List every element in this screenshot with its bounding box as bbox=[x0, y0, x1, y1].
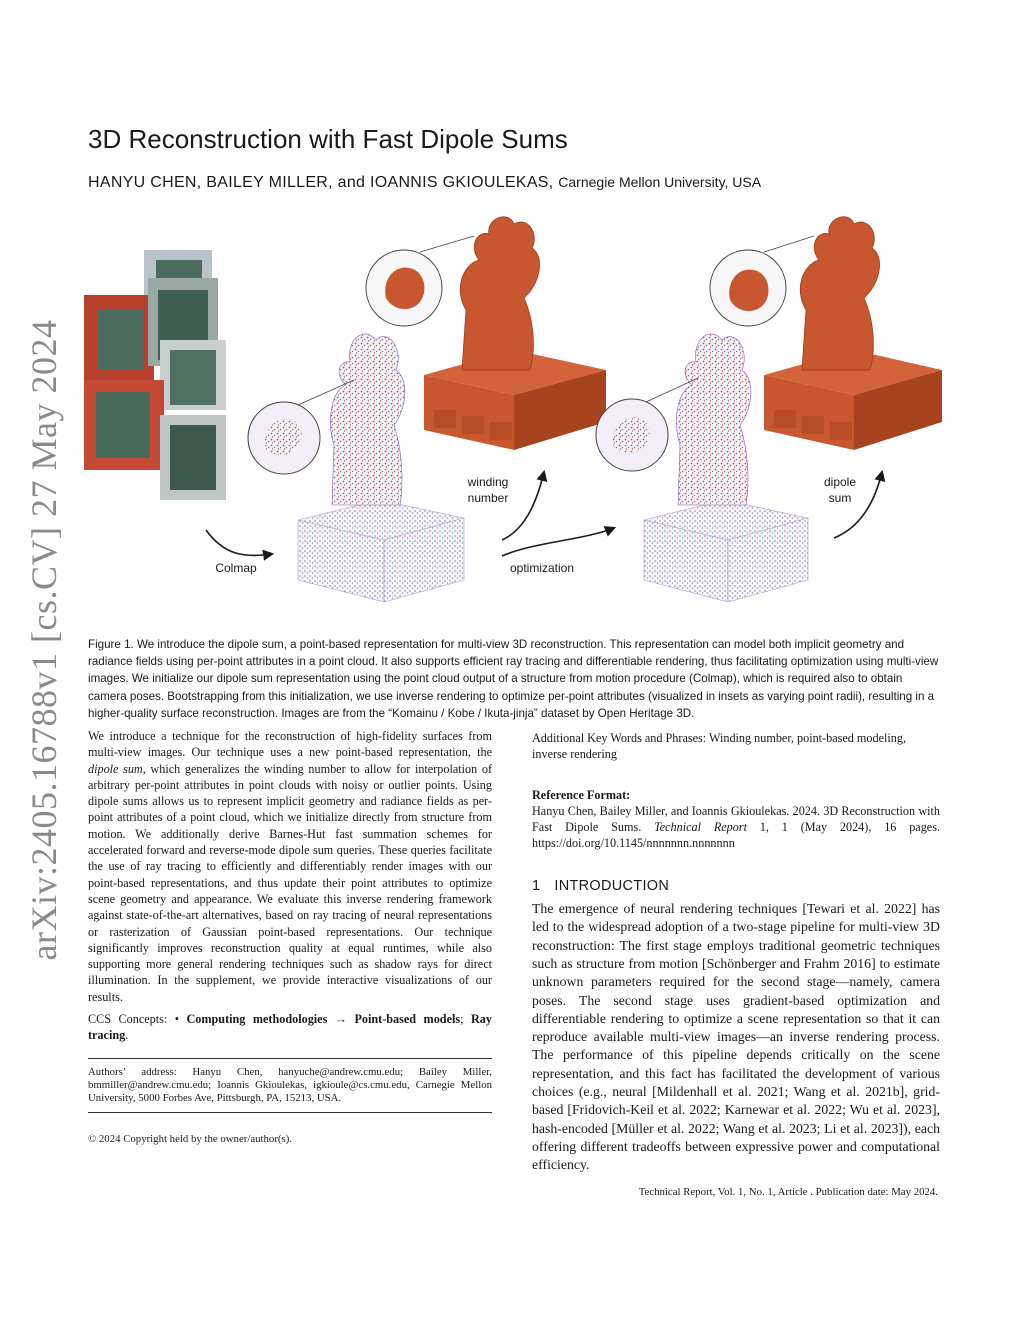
page-footer: Technical Report, Vol. 1, No. 1, Article . Publication date: May 2024. bbox=[638, 1186, 938, 1198]
input-photo-collage bbox=[84, 250, 226, 500]
input-photo bbox=[170, 350, 216, 405]
section-heading-introduction: 1 INTRODUCTION bbox=[532, 877, 670, 894]
label-colmap: Colmap bbox=[215, 561, 257, 575]
arxiv-stamp bbox=[20, 319, 68, 961]
author-line bbox=[88, 174, 761, 192]
divider bbox=[88, 1112, 492, 1113]
figure-caption: Figure 1. We introduce the dipole sum, a point-based representation for multi-view 3D reconstruction. This representation can model both implicit geometry and radiance fields using per-point attributes in a point cloud. It also supports efficient ray tracing and differentiable rendering, thus facilitating optimization using multi-view images. We initialize our dipole sum representation using the point cloud output of a structure from motion procedure (Colmap), which is required also to obtain camera poses. Bootstrapping from this initialization, we use inverse rendering to optimize per-point attributes (visualized in insets as varying point radii), resulting in a higher-quality surface reconstruction. Images are from the “Komainu / Kobe / Ikuta-jinja” dataset by Open Heritage 3D. bbox=[88, 638, 939, 720]
author-names: HANYU CHEN, BAILEY MILLER, and IOANNIS GKIOULEKAS, bbox=[88, 174, 554, 191]
right-column bbox=[532, 730, 940, 1175]
divider bbox=[88, 1058, 492, 1059]
colmap-arrow bbox=[206, 530, 272, 555]
reference-format: Hanyu Chen, Bailey Miller, and Ioannis Gkioulekas. 2024. 3D Reconstruction with Fast Dipole Sums. Technical Report 1, 1 (May 2024), 16 pages. https://doi.org/10.1145/nnnnnnn.nnnnnnn bbox=[532, 803, 940, 851]
surface-winding-number bbox=[424, 217, 606, 450]
label-optimization: optimization bbox=[509, 561, 575, 575]
copyright: © 2024 Copyright held by the owner/author(s). bbox=[88, 1133, 293, 1145]
input-photo bbox=[98, 310, 144, 370]
arxiv-id: arXiv:2405.16788v1 [cs.CV] 27 May 2024 bbox=[24, 319, 64, 961]
introduction-body: The emergence of neural rendering techniques [Tewari et al. 2022] has led to the widespread adoption of a two-stage pipeline for multi-view 3D reconstruction: The first stage employs traditional geometric techniques such as structure from motion [Schönberger and Frahm 2016] to estimate unknown parameters required for the second stage—namely, camera poses. The second stage uses gradient-based optimization and differentiable rendering to optimize a scene representation so that it can reproduce available multi-view images—an inverse rendering process. The performance of this pipeline depends critically on the scene representation, and this fact has facilitated the development of various choices (e.g., neural [Mildenhall et al. 2021; Wang et al. 2021b], grid-based [Fridovich-Keil et al. 2022; Karnewar et al. 2022; Wu et al. 2023], hash-encoded [Müller et al. 2022; Wang et al. 2023; Li et al. 2023]), each offering different tradeoffs between expressive power and computational efficiency. bbox=[532, 901, 940, 1173]
input-photo bbox=[170, 425, 216, 490]
abstract: We introduce a technique for the reconstruction of high-fidelity surfaces from multi-view images. Our technique uses a new point-based representation, the dipole sum, which generalizes the winding number to allow for interpolation of arbitrary per-point attributes in point clouds with noisy or outlier points. Using dipole sums allows us to represent implicit geometry and radiance fields as per-point attributes of a point cloud, which we initialize directly from structure from motion. We additionally derive Barnes-Hut fast summation schemes for accelerated forward and reverse-mode dipole sum queries. These queries facilitate the use of ray tracing to efficiently and differentiably render images with our point-based representations, and thus update their point attributes to optimize scene geometry and appearance. We evaluate this inverse rendering framework against state-of-the-art alternatives, based on ray tracing of neural representations or rasterization of Gaussian point-based representations. Our technique significantly improves reconstruction quality at equal runtimes, while also supporting more general rendering techniques such as shadow rays for direct illumination. In the supplement, we provide interactive visualizations of our results. bbox=[88, 729, 493, 1004]
label-winding-1: winding bbox=[467, 475, 509, 489]
paper-title: 3D Reconstruction with Fast Dipole Sums bbox=[88, 124, 568, 154]
ccs-concepts: CCS Concepts: • Computing methodologies → Point-based models; Ray tracing. bbox=[88, 1012, 492, 1043]
label-dipole-1: dipole bbox=[823, 475, 857, 489]
label-winding-2: number bbox=[467, 491, 509, 505]
author-affiliation: Carnegie Mellon University, USA bbox=[558, 174, 762, 190]
teaser-figure bbox=[84, 210, 944, 620]
optimization-arrow bbox=[502, 528, 614, 556]
surface-dipole-sum bbox=[764, 217, 942, 450]
keywords: Additional Key Words and Phrases: Winding number, point-based modeling, inverse rendering bbox=[532, 731, 906, 762]
abstract-term: dipole sum bbox=[88, 761, 143, 776]
input-photo bbox=[96, 392, 150, 458]
reference-heading: Reference Format: bbox=[532, 787, 631, 802]
label-dipole-2: sum bbox=[828, 491, 852, 505]
abstract-column bbox=[88, 728, 492, 1044]
authors-address: Authors’ address: Hanyu Chen, hanyuche@andrew.cmu.edu; Bailey Miller, bmmiller@andrew.cmu.edu; Ioannis Gkioulekas, igkioule@cs.cmu.edu, Carnegie Mellon University, 5000 Forbes Ave, Pittsburgh, PA, 15213, USA. bbox=[88, 1066, 492, 1105]
